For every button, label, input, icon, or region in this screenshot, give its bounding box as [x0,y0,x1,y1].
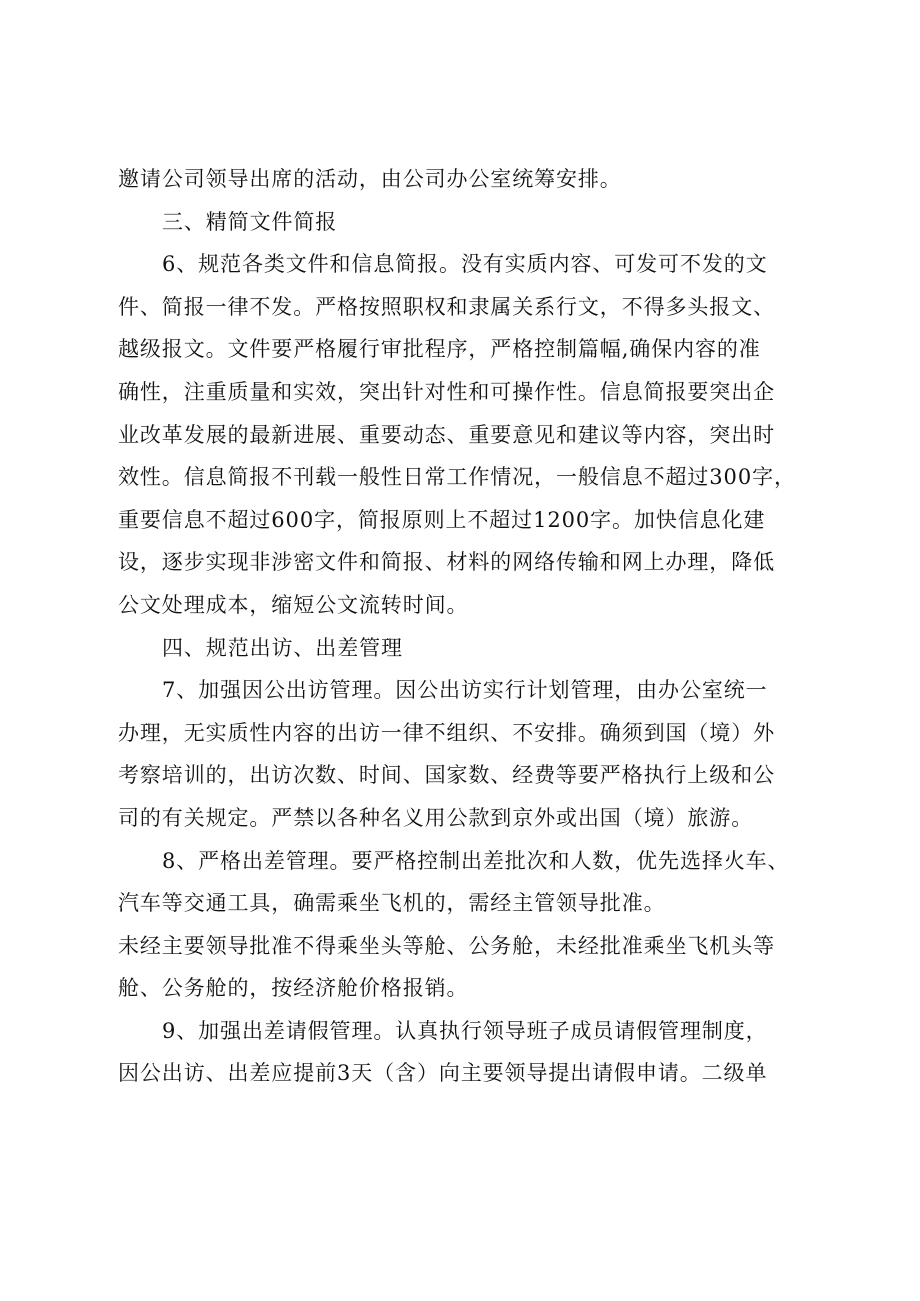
text-line: 考察培训的，出访次数、时间、国家数、经费等要严格执行上级和公 [118,763,775,788]
paragraph-item-8 [118,840,818,925]
text-line: 重要信息不超过600字，简报原则上不超过1200字。加快信息化建 [118,507,766,532]
paragraph-intro [118,158,818,201]
text-line: 因公出访、出差应提前3天（含）向主要领导提出请假申请。二级单 [118,1061,768,1086]
document-body [118,158,818,1095]
heading-text: 四、规范出访、出差管理 [162,635,403,660]
text-line: 办理，无实质性内容的出访一律不组织、不安排。确须到国（境）外 [118,720,775,745]
section-heading-3 [118,201,818,244]
text-line: 9、加强出差请假管理。认真执行领导班子成员请假管理制度， [162,1018,768,1043]
text-line: 舱、公务舱的，按经济舱价格报销。 [118,976,469,1001]
paragraph-item-9 [118,1010,818,1095]
text-line: 件、简报一律不发。严格按照职权和隶属关系行文，不得多头报文、 [118,294,775,319]
paragraph-item-7 [118,669,818,839]
text-line: 7、加强因公出访管理。因公出访实行计划管理，由办公室统一 [162,678,768,703]
text-line: 设，逐步实现非涉密文件和简报、材料的网络传输和网上办理，降低 [118,550,775,575]
text-line: 未经主要领导批准不得乘坐头等舱、公务舱，未经批准乘坐飞机头等 [118,933,775,958]
section-heading-4 [118,627,818,670]
text-line: 公文处理成本，缩短公文流转时间。 [118,592,469,617]
text-line: 邀请公司领导出席的活动，由公司办公室统筹安排。 [118,167,622,191]
text-line: 8、严格出差管理。要严格控制出差批次和人数，优先选择火车、 [162,848,790,873]
paragraph-item-8-continued [118,925,818,1010]
text-line: 6、规范各类文件和信息简报。没有实质内容、可发可不发的文 [162,252,768,277]
text-line: 越级报文。文件要严格履行审批程序，严格控制篇幅,确保内容的准 [118,337,761,362]
text-line: 业改革发展的最新进展、重要动态、重要意见和建议等内容，突出时 [118,422,775,447]
text-line: 效性。信息简报不刊载一般性日常工作情况，一般信息不超过300字， [118,465,796,490]
text-line: 司的有关规定。严禁以各种名义用公款到京外或出国（境）旅游。 [118,805,754,830]
text-line: 汽车等交通工具，确需乘坐飞机的，需经主管领导批准。 [118,891,666,916]
text-line: 确性，注重质量和实效，突出针对性和可操作性。信息简报要突出企 [118,379,775,404]
heading-text: 三、精简文件简报 [162,209,338,234]
paragraph-item-6 [118,243,818,626]
